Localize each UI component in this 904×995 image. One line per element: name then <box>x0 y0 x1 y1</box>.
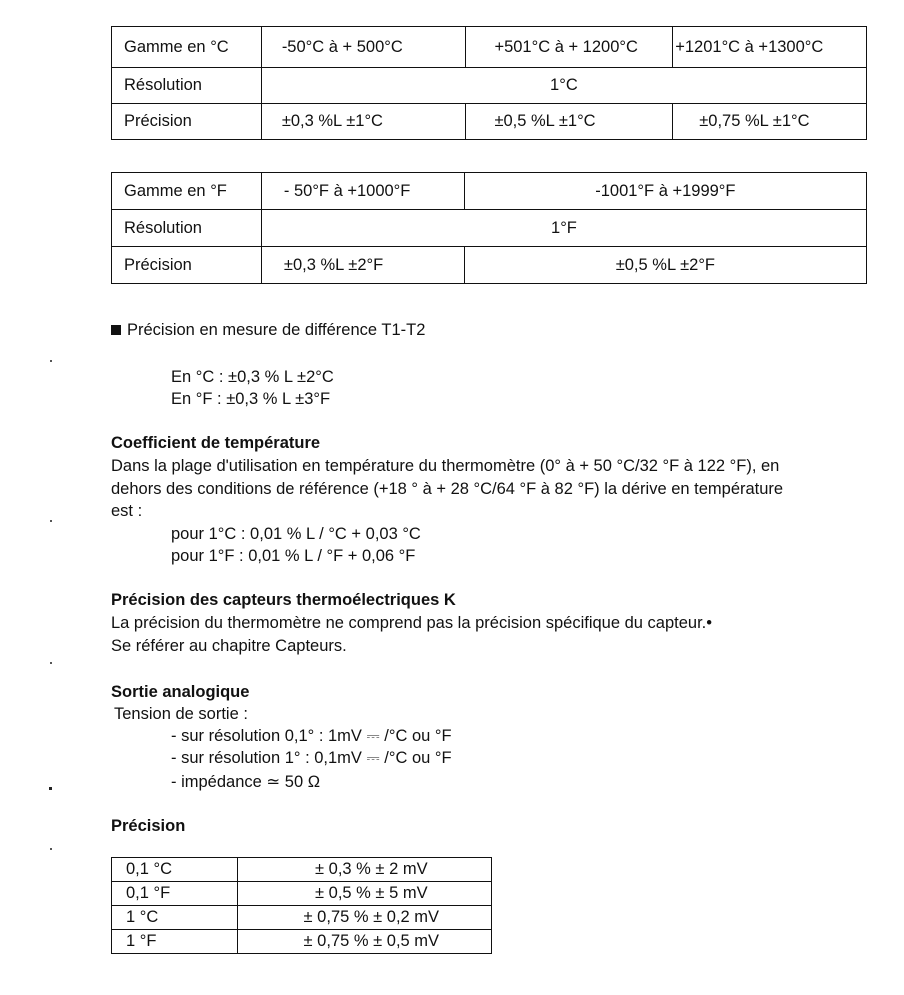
table-row <box>112 930 492 954</box>
coef-paragraph-line: est : <box>111 502 143 520</box>
coef-item: pour 1°F : 0,01 % L / °F + 0,06 °F <box>171 547 416 565</box>
coef-heading: Coefficient de température <box>111 434 321 452</box>
precision-value: ± 0,5 % ± 5 mV <box>237 882 491 906</box>
precision-value: ± 0,3 % ± 2 mV <box>237 858 491 882</box>
output-precision-table <box>111 857 492 954</box>
table-row <box>112 247 867 284</box>
diff-line-fahrenheit: En °F : ±0,3 % L ±3°F <box>171 390 331 408</box>
celsius-spec-table <box>111 26 867 140</box>
resolution-label: 1 °F <box>112 930 238 954</box>
sensor-line: Se référer au chapitre Capteurs. <box>111 637 347 655</box>
range-cell: -50°C à + 500°C <box>261 27 466 68</box>
range-cell: +501°C à + 1200°C <box>466 27 673 68</box>
table-row <box>112 858 492 882</box>
precision-cell: ±0,75 %L ±1°C <box>673 104 867 140</box>
scan-speck <box>50 520 52 522</box>
row-label: Précision <box>112 104 262 140</box>
coef-paragraph-line: Dans la plage d'utilisation en température du thermomètre (0° à + 50 °C/32 °F à 122 °F), en <box>111 457 780 475</box>
coef-paragraph-line: dehors des conditions de référence (+18 ° à + 28 °C/64 °F à 82 °F) la dérive en température <box>111 480 784 498</box>
row-label: Gamme en °F <box>112 173 262 210</box>
precision-cell: ±0,3 %L ±2°F <box>261 247 464 284</box>
row-label: Résolution <box>112 68 262 104</box>
analog-item: - sur résolution 1° : 0,1mV ⎓ /°C ou °F <box>171 749 452 767</box>
sensor-line: La précision du thermomètre ne comprend pas la précision spécifique du capteur.• <box>111 614 713 632</box>
precision-heading: Précision <box>111 817 186 835</box>
resolution-cell: 1°F <box>261 210 866 247</box>
row-label: Gamme en °C <box>112 27 262 68</box>
precision-value: ± 0,75 % ± 0,5 mV <box>237 930 491 954</box>
resolution-label: 0,1 °F <box>112 882 238 906</box>
square-bullet-icon <box>111 325 121 335</box>
scan-speck <box>50 848 52 850</box>
row-label: Précision <box>112 247 262 284</box>
analog-item: - impédance ≃ 50 Ω <box>171 773 321 791</box>
scan-speck <box>50 662 52 664</box>
resolution-cell: 1°C <box>261 68 866 104</box>
precision-cell: ±0,5 %L ±1°C <box>466 104 673 140</box>
table-row <box>112 173 867 210</box>
range-cell: -1001°F à +1999°F <box>464 173 866 210</box>
table-row <box>112 882 492 906</box>
table-row <box>112 104 867 140</box>
resolution-label: 1 °C <box>112 906 238 930</box>
table-row <box>112 906 492 930</box>
row-label: Résolution <box>112 210 262 247</box>
scan-speck <box>50 360 52 362</box>
analog-heading: Sortie analogique <box>111 683 250 701</box>
diff-line-celsius: En °C : ±0,3 % L ±2°C <box>171 368 334 386</box>
table-row <box>112 27 867 68</box>
sensor-heading: Précision des capteurs thermoélectriques K <box>111 591 456 609</box>
scan-speck <box>49 787 52 790</box>
range-cell: - 50°F à +1000°F <box>261 173 464 210</box>
precision-value: ± 0,75 % ± 0,2 mV <box>237 906 491 930</box>
analog-item: - sur résolution 0,1° : 1mV ⎓ /°C ou °F <box>171 727 452 745</box>
diff-heading-text: Précision en mesure de différence T1-T2 <box>127 321 426 339</box>
precision-cell: ±0,5 %L ±2°F <box>464 247 866 284</box>
coef-item: pour 1°C : 0,01 % L / °C + 0,03 °C <box>171 525 421 543</box>
precision-cell: ±0,3 %L ±1°C <box>261 104 466 140</box>
range-cell: +1201°C à +1300°C <box>673 27 867 68</box>
fahrenheit-spec-table <box>111 172 867 284</box>
analog-intro: Tension de sortie : <box>114 705 248 723</box>
resolution-label: 0,1 °C <box>112 858 238 882</box>
table-row <box>112 68 867 104</box>
table-row <box>112 210 867 247</box>
diff-heading <box>111 321 425 340</box>
